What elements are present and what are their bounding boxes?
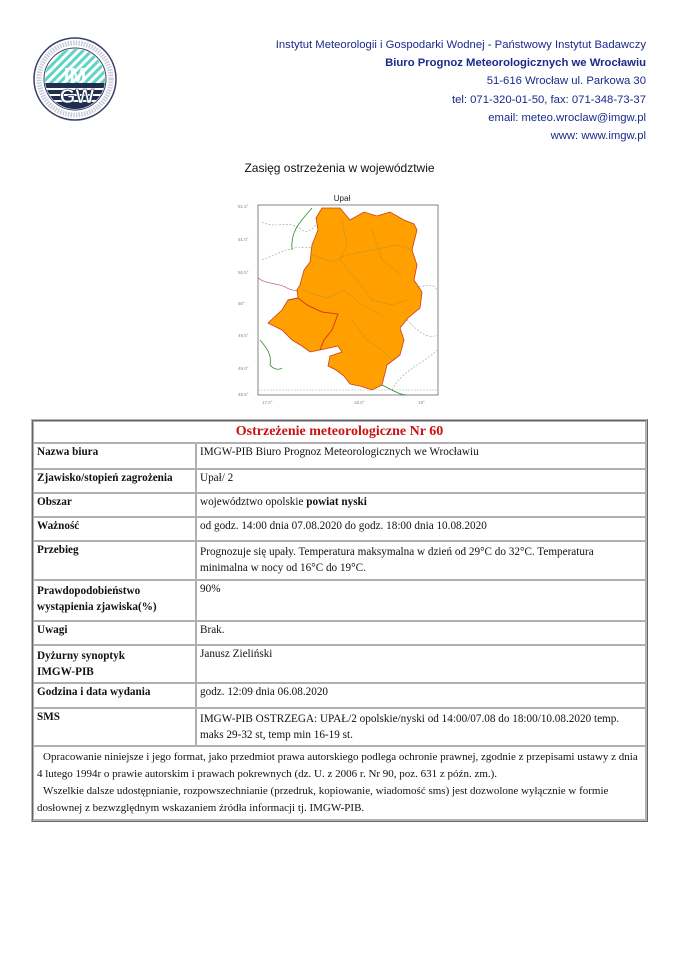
row-label-line1: Dyżurny synoptyk [37, 650, 125, 662]
table-row [33, 708, 646, 746]
row-label: Zjawisko/stopień zagrożenia [33, 469, 196, 493]
map-y-tick: 50.5° [238, 270, 249, 275]
table-row [33, 645, 646, 683]
table-row [33, 443, 646, 469]
table-row [33, 469, 646, 493]
row-label: Obszar [33, 493, 196, 517]
row-value [196, 493, 646, 517]
row-label: Przebieg [33, 541, 196, 580]
copyright-row [33, 746, 646, 820]
warning-title-row [33, 421, 646, 443]
imgw-logo [32, 36, 118, 122]
institution-header [276, 36, 646, 145]
row-value: Janusz Zieliński [196, 645, 646, 683]
map-y-tick: 51.5° [238, 204, 249, 209]
row-label-line2: IMGW-PIB [37, 666, 94, 678]
logo-text-top: IM [63, 65, 87, 87]
table-row [33, 541, 646, 580]
table-row [33, 517, 646, 541]
map-section-title: Zasięg ostrzeżenia w województwie [244, 161, 435, 175]
row-label: Uwagi [33, 621, 196, 645]
copyright-paragraph-2: Wszelkie dalsze udostępnianie, rozpowszechnianie (przedruk, kopiowanie, wiadomość sms) jest dozwolone wyłącznie w formie dosłownej z bezwzględnym wskazaniem źródła informacji tj. IMGW-PIB. [37, 785, 609, 814]
map-y-tick: 51.0° [238, 237, 249, 242]
warning-title: Ostrzeżenie meteorologiczne Nr 60 [33, 421, 646, 443]
logo-text-bottom: GW [59, 86, 95, 108]
row-value: od godz. 14:00 dnia 07.08.2020 do godz. 18:00 dnia 10.08.2020 [196, 517, 646, 541]
institute-name: Instytut Meteorologii i Gospodarki Wodnej - Państwowy Instytut Badawczy [275, 39, 646, 51]
row-value: 90% [196, 580, 646, 621]
table-row [33, 580, 646, 621]
row-value: IMGW-PIB OSTRZEGA: UPAŁ/2 opolskie/nyski od 14:00/07.08 do 18:00/10.08.2020 temp. maks 29-32 st, temp min 16-19 st. [196, 708, 646, 746]
table-row [33, 621, 646, 645]
map-x-tick: 18.0° [354, 400, 365, 405]
map-y-tick: 48.5° [238, 392, 249, 397]
row-label: Ważność [33, 517, 196, 541]
office-address: 51-616 Wrocław ul. Parkowa 30 [486, 75, 646, 88]
map-y-tick: 50° [238, 301, 245, 306]
table-row [33, 493, 646, 517]
table-row [33, 683, 646, 708]
office-name: Biuro Prognoz Meteorologicznych we Wrocławiu [385, 57, 646, 70]
map-title: Upał [333, 194, 351, 203]
office-email: email: meteo.wroclaw@imgw.pl [488, 111, 646, 124]
map-y-tick: 49.5° [238, 333, 249, 338]
area-county: powiat nyski [306, 496, 367, 508]
map-x-tick: 19° [418, 400, 425, 405]
warning-table [31, 419, 648, 822]
area-region: województwo opolskie [200, 496, 307, 508]
row-label: Prawdopodobieństwo wystąpienia zjawiska(%) [33, 580, 196, 621]
copyright-notice [33, 746, 646, 820]
warning-map [232, 190, 452, 415]
copyright-paragraph-1: Opracowanie niniejsze i jego format, jako przedmiot prawa autorskiego podlega ochronie prawnej, zgodnie z przepisami ustawy z dnia 4 lutego 1994r o prawie autorskim i prawach pokrewnych (dz. U. z 2006 r. Nr 90, poz. 631 z późn. zm.). [37, 751, 638, 780]
map-x-tick: 17.0° [262, 400, 273, 405]
office-phone: tel: 071-320-01-50, fax: 071-348-73-37 [451, 93, 646, 106]
row-label: Godzina i data wydania [33, 683, 196, 708]
map-y-tick: 49.0° [238, 366, 249, 371]
row-label: Nazwa biura [33, 443, 196, 469]
row-label: SMS [33, 708, 196, 746]
row-value: Brak. [196, 621, 646, 645]
row-value: Upał/ 2 [196, 469, 646, 493]
office-website: www: www.imgw.pl [550, 130, 646, 143]
row-value: Prognozuje się upały. Temperatura maksymalna w dzień od 29°C do 32°C. Temperatura minimalna w nocy od 16°C do 19°C. [196, 541, 646, 580]
row-label [33, 645, 196, 683]
row-value: IMGW-PIB Biuro Prognoz Meteorologicznych we Wrocławiu [196, 443, 646, 469]
row-value: godz. 12:09 dnia 06.08.2020 [196, 683, 646, 708]
